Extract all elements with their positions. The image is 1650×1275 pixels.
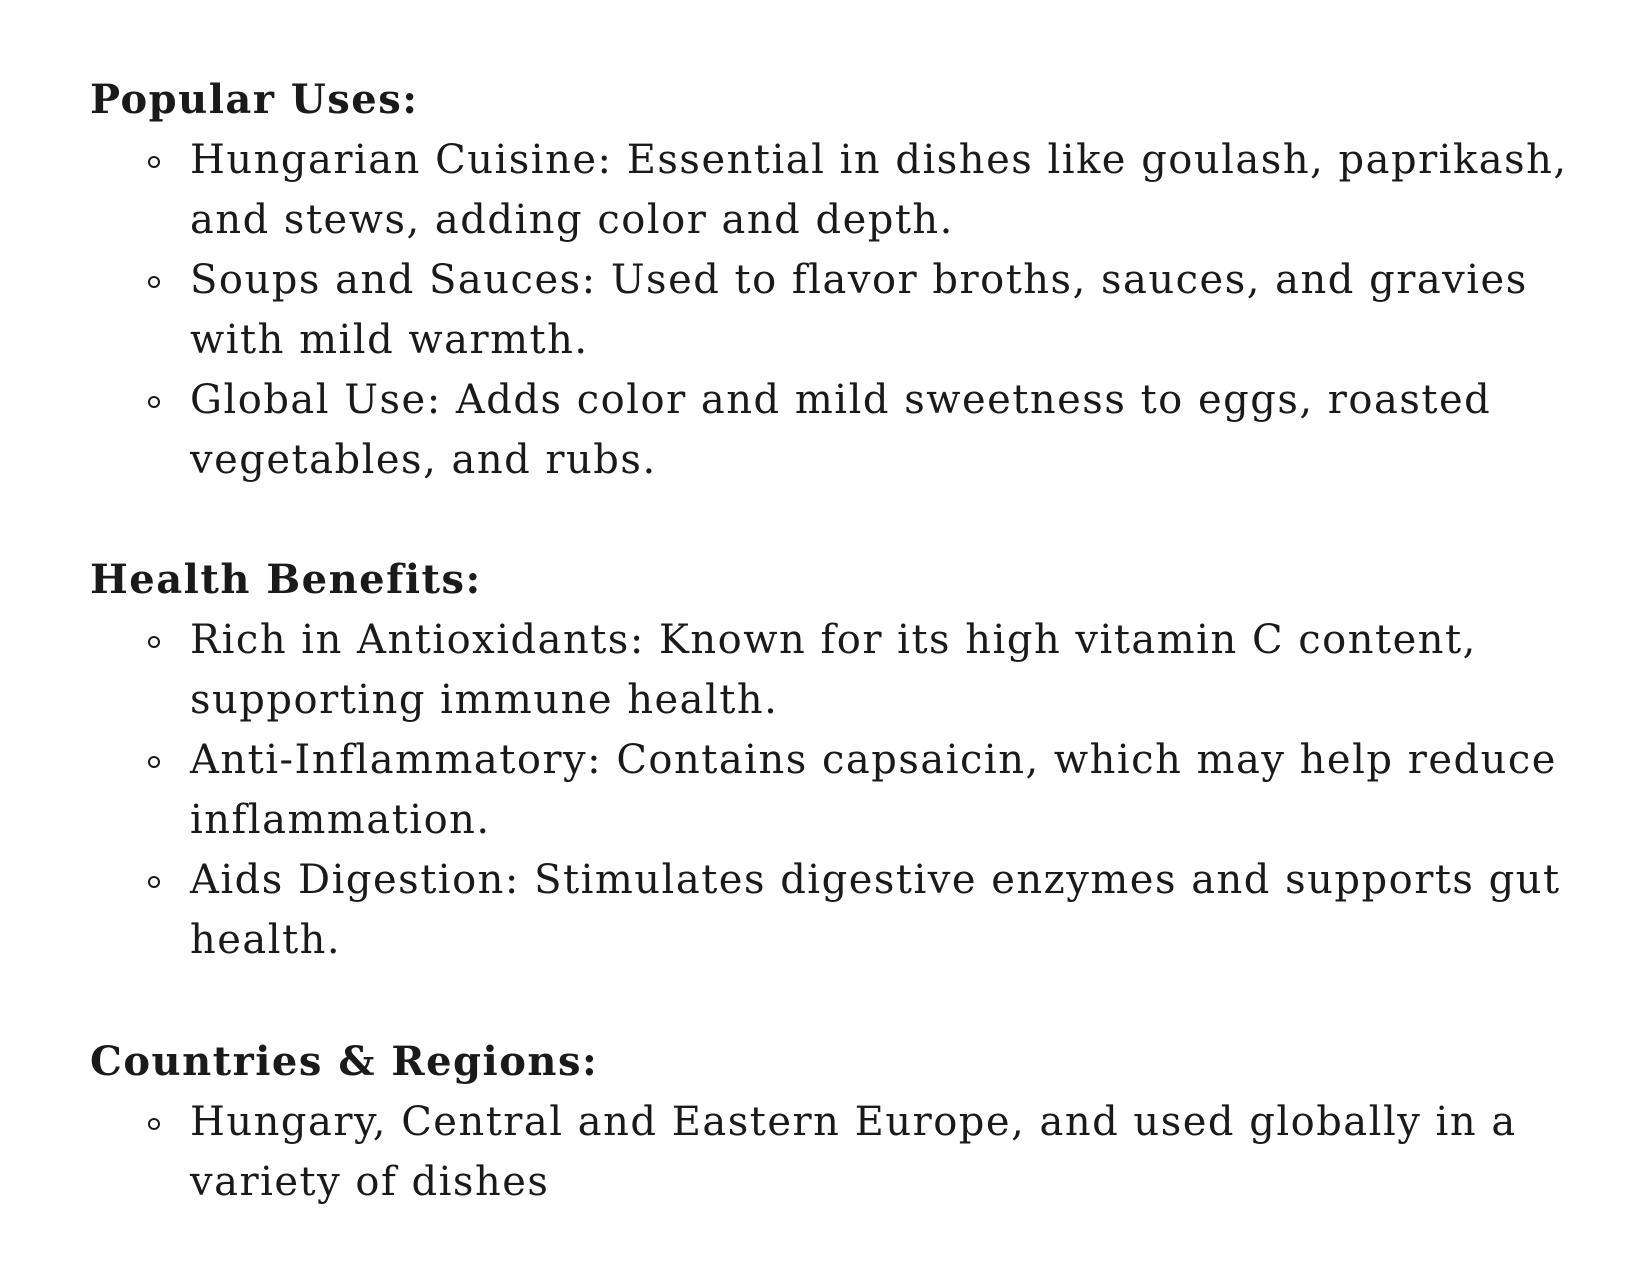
popular-uses-section bbox=[90, 70, 1570, 490]
list-item bbox=[90, 1092, 1610, 1212]
list-item bbox=[90, 250, 1610, 370]
circle-bullet-icon bbox=[148, 156, 160, 168]
circle-bullet-icon bbox=[148, 1118, 160, 1130]
list-item-text: Aids Digestion: Stimulates digestive enzymes and supports gut health. bbox=[190, 857, 1561, 963]
list-item bbox=[90, 850, 1610, 970]
section-heading: Countries & Regions: bbox=[90, 1038, 599, 1085]
list-item-text: Global Use: Adds color and mild sweetness to eggs, roasted vegetables, and rubs. bbox=[190, 377, 1492, 483]
popular-uses-list bbox=[90, 130, 1570, 490]
circle-bullet-icon bbox=[148, 756, 160, 768]
list-item bbox=[90, 130, 1610, 250]
countries-regions-list bbox=[90, 1092, 1570, 1212]
circle-bullet-icon bbox=[148, 876, 160, 888]
list-item bbox=[90, 610, 1610, 730]
health-benefits-list bbox=[90, 610, 1570, 970]
circle-bullet-icon bbox=[148, 636, 160, 648]
list-item-text: Soups and Sauces: Used to flavor broths, sauces, and gravies with mild warmth. bbox=[190, 257, 1528, 363]
section-heading: Popular Uses: bbox=[90, 76, 419, 123]
list-item-text: Hungarian Cuisine: Essential in dishes like goulash, paprikash, and stews, adding color and depth. bbox=[190, 137, 1568, 243]
circle-bullet-icon bbox=[148, 276, 160, 288]
list-item-text: Hungary, Central and Eastern Europe, and used globally in a variety of dishes bbox=[190, 1099, 1517, 1205]
section-heading: Health Benefits: bbox=[90, 556, 482, 603]
countries-regions-section bbox=[90, 1032, 1570, 1212]
health-benefits-section bbox=[90, 550, 1570, 970]
circle-bullet-icon bbox=[148, 396, 160, 408]
list-item-text: Anti-Inflammatory: Contains capsaicin, which may help reduce inflammation. bbox=[190, 737, 1557, 843]
list-item bbox=[90, 370, 1610, 490]
list-item-text: Rich in Antioxidants: Known for its high vitamin C content, supporting immune health. bbox=[190, 617, 1477, 723]
list-item bbox=[90, 730, 1610, 850]
